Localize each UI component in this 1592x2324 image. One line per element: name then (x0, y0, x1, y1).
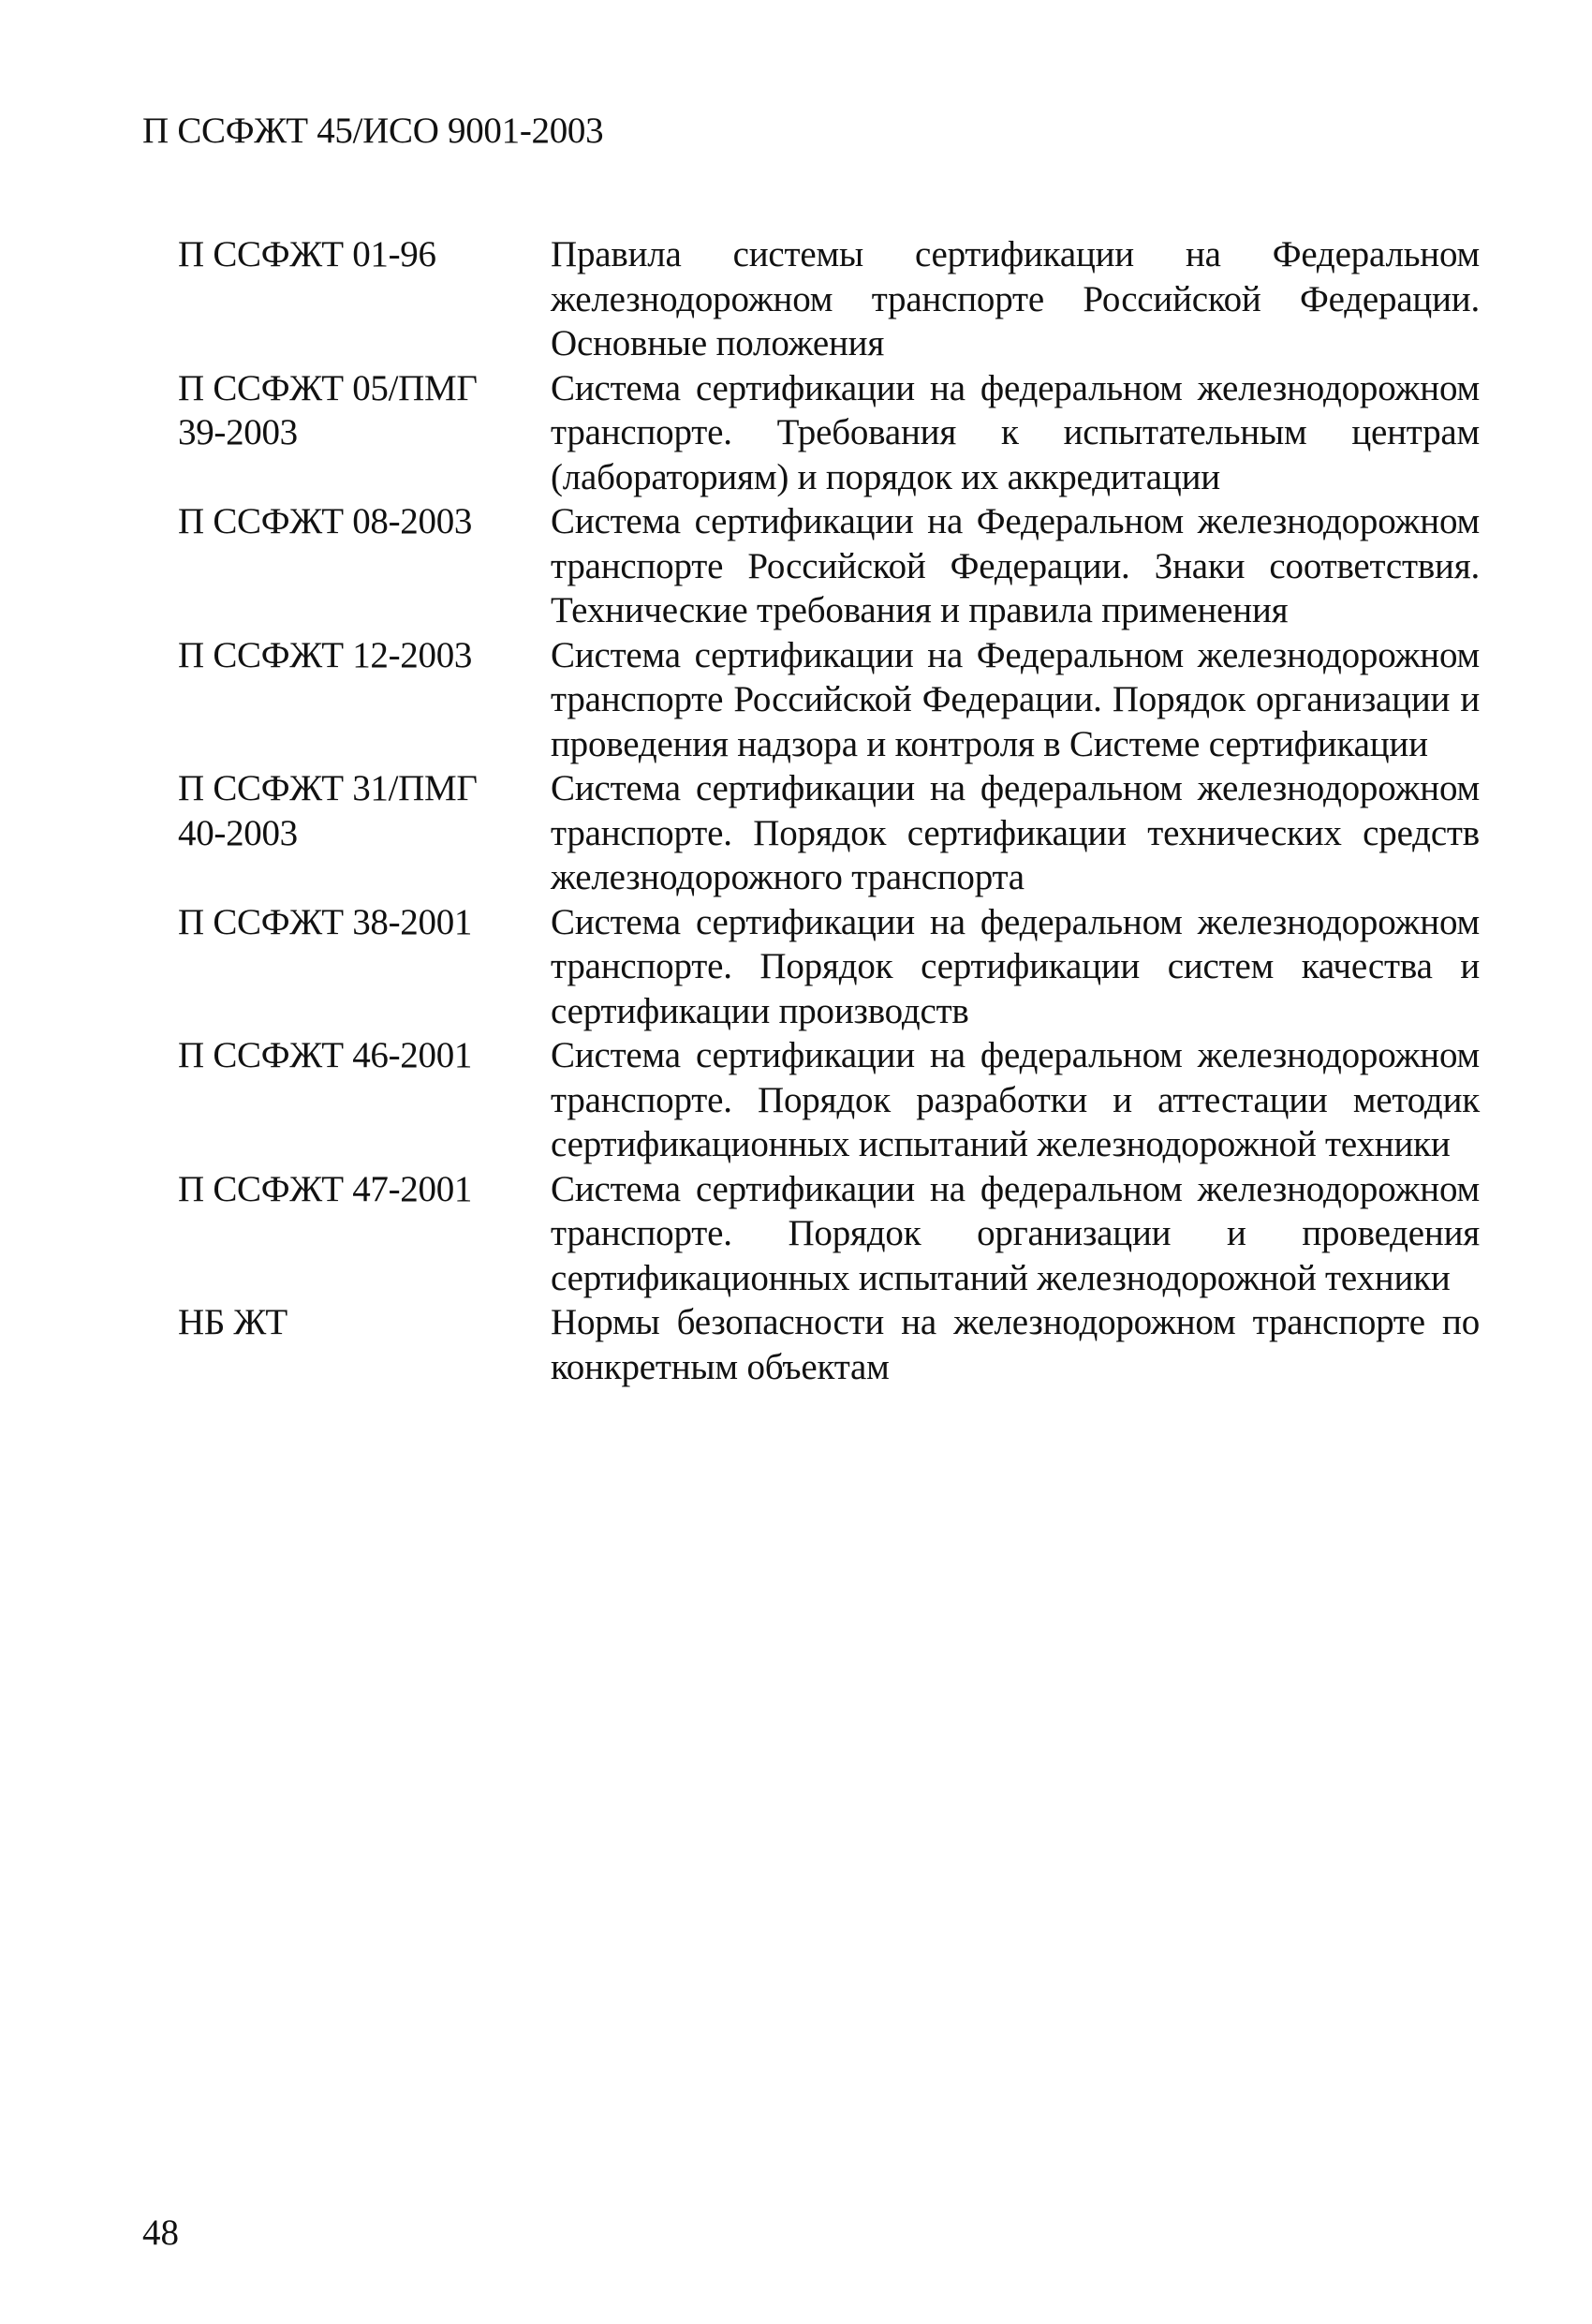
reference-code: НБ ЖТ (178, 1302, 287, 1342)
reference-title: Нормы безопасности на железнодорожном транспорте по конкретным объектам (551, 1302, 1480, 1387)
reference-title: Правила системы сертификации на Федеральном железнодорожном транспорте Российской Федерации. Основные положения (551, 234, 1480, 363)
reference-title: Система сертификации на федеральном железнодорожном транспорте. Порядок сертификации технических средств железнодорожного транспорта (551, 768, 1480, 897)
reference-code: П ССФЖТ 12-2003 (178, 634, 473, 675)
reference-code: П ССФЖТ 31/ПМГ 40-2003 (178, 768, 478, 853)
reference-entry (178, 633, 1480, 767)
reference-code: П ССФЖТ 46-2001 (178, 1035, 473, 1075)
reference-entry (178, 900, 1480, 1034)
reference-title: Система сертификации на федеральном железнодорожном транспорте. Порядок организации и проведения сертификационных испытаний железнодорожной техники (551, 1168, 1480, 1298)
reference-entry (178, 1300, 1480, 1389)
page-number: 48 (142, 2213, 179, 2253)
reference-entry (178, 366, 1480, 500)
page-header: П ССФЖТ 45/ИСО 9001-2003 (142, 111, 604, 151)
reference-code: П ССФЖТ 08-2003 (178, 501, 473, 541)
reference-title: Система сертификации на федеральном железнодорожном транспорте. Порядок разработки и аттестации методик сертификационных испытаний железнодорожной техники (551, 1035, 1480, 1164)
reference-code: П ССФЖТ 01-96 (178, 234, 436, 274)
reference-entry (178, 766, 1480, 900)
reference-entry (178, 1033, 1480, 1167)
reference-code: П ССФЖТ 38-2001 (178, 901, 473, 942)
reference-entry (178, 232, 1480, 366)
reference-entry (178, 1167, 1480, 1301)
reference-code: П ССФЖТ 47-2001 (178, 1168, 473, 1209)
reference-title: Система сертификации на Федеральном железнодорожном транспорте Российской Федерации. Знаки соответствия. Технические требования и правила применения (551, 501, 1480, 630)
reference-code: П ССФЖТ 05/ПМГ 39-2003 (178, 367, 478, 452)
reference-title: Система сертификации на Федеральном железнодорожном транспорте Российской Федерации. Порядок организации и проведения надзора и контроля в Системе сертификации (551, 634, 1480, 764)
reference-list (178, 232, 1480, 1389)
reference-entry (178, 499, 1480, 633)
reference-title: Система сертификации на федеральном железнодорожном транспорте. Требования к испытательным центрам (лабораториям) и порядок их аккредитации (551, 367, 1480, 497)
reference-title: Система сертификации на федеральном железнодорожном транспорте. Порядок сертификации систем качества и сертификации производств (551, 901, 1480, 1031)
